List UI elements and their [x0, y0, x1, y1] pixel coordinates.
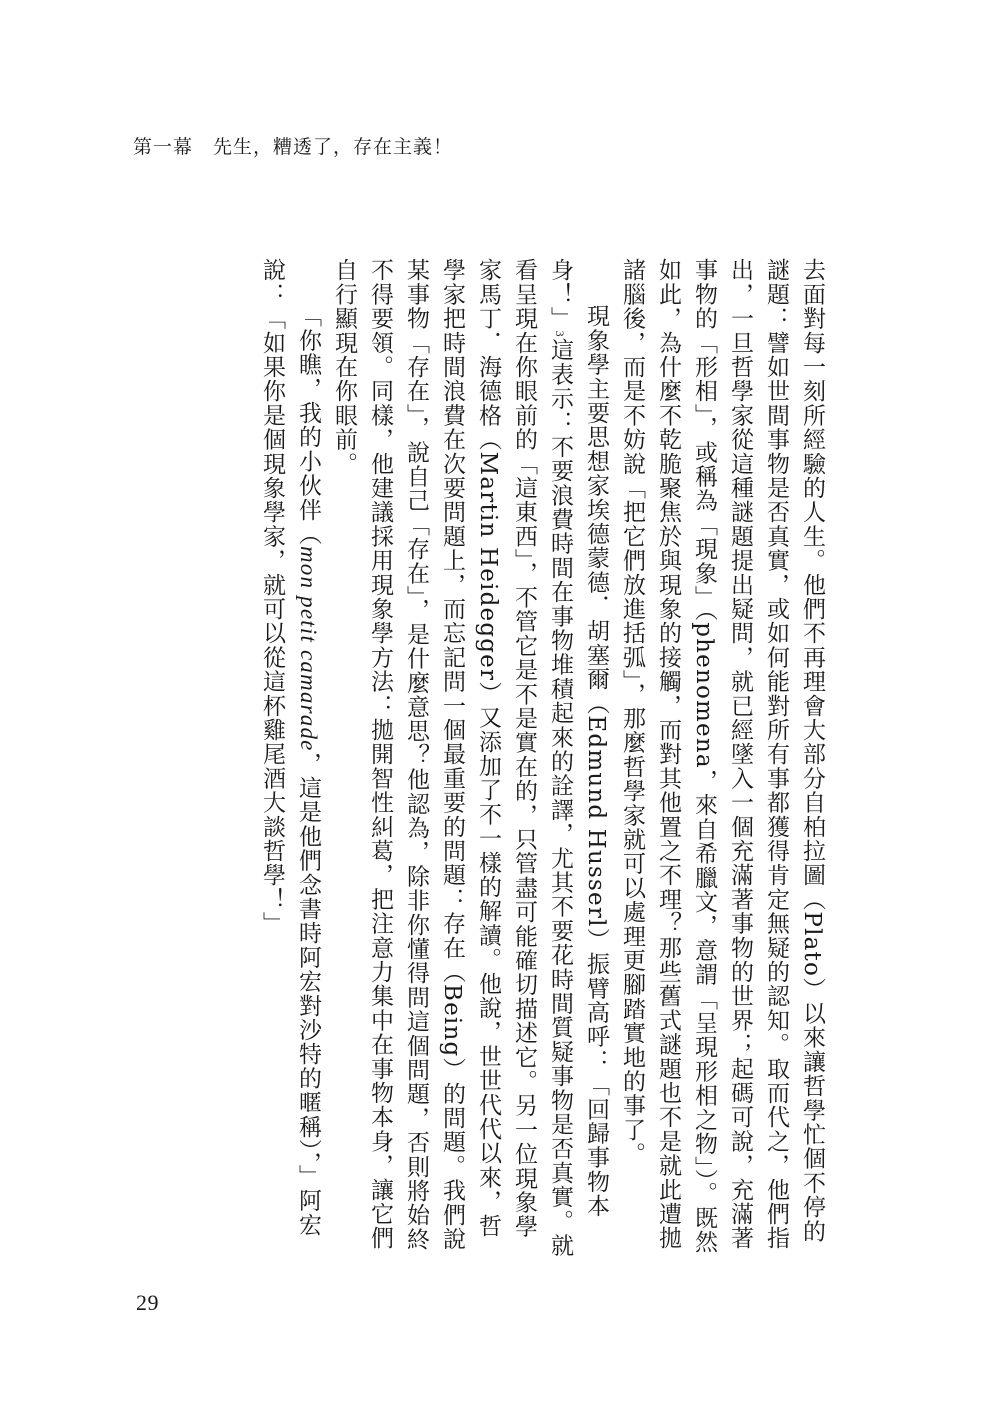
quote-text: 「你瞧，我的小伙伴（ [295, 304, 321, 546]
paragraph-aron-quote [254, 258, 326, 1258]
running-header: 第一幕 先生，糟透了，存在主義！ [133, 136, 454, 158]
page-number: 29 [136, 1290, 159, 1315]
french-phrase: mon petit camarade [296, 546, 321, 752]
quote-text: ，這是他們念書時阿宏對沙特的暱稱），」阿宏說：「如果你是個現象學家，就可以從這杯雞尾酒大談哲學！」 [259, 258, 321, 1237]
paragraph-continuation: 去面對每一刻所經驗的人生。他們不再理會大部分自柏拉圖（Plato）以來讓哲學忙個不停的謎題：譬如世間事物是否真實，或如何能對所有事都獲得肯定無疑的認知。取而代之，他們指出，一旦哲學家從這種謎題提出疑問，就已經墜入一個充滿著事物的世界；起碼可說，充滿著事物的「形相」，或稱為「現象」（phenomena，來自希臘文，意謂「呈現形相之物」）。既然如此，為什麼不乾脆聚焦於與現象的接觸，而對其他置之不理？那些舊式謎題也不是就此遭拋諸腦後，而是不妨說「把它們放進括弧」，那麼哲學家就可以處理更腳踏實地的事了。 [619, 258, 825, 1254]
paragraph-text: 這表示：不要浪費時間在事物堆積起來的詮譯，尤其不要花時間質疑事物是否真實。就看呈現在你眼前的「這東西」，不管它是不是實在的，只管盡可能確切描述它。另一位現象學家馬丁．海德格（Martin Heidegger）又添加了不一樣的解讀。他說，世世代代以來，哲學家把時間浪費在次要問題上，而忘記問一個最重要的問題：存在（Being）的問題。我們說某事物「存在」，說自己「存在」，是什麼意思？他認為，除非你懂得問這個問題，否則將始終不得要領。同樣，他建議採用現象學方法：拋開智性糾葛，把注意力集中在事物本身，讓它們自行顯現在你眼前。 [331, 258, 573, 1258]
paragraph-husserl-heidegger [326, 258, 614, 1258]
footnote-ref-3[interactable]: 3 [553, 330, 567, 338]
vertical-body-text [130, 258, 830, 1258]
paragraph-text: 現象學主要思想家埃德蒙德．胡塞爾（Edmund Husserl）振臂高呼：「回歸事物本身！」 [547, 258, 609, 1219]
